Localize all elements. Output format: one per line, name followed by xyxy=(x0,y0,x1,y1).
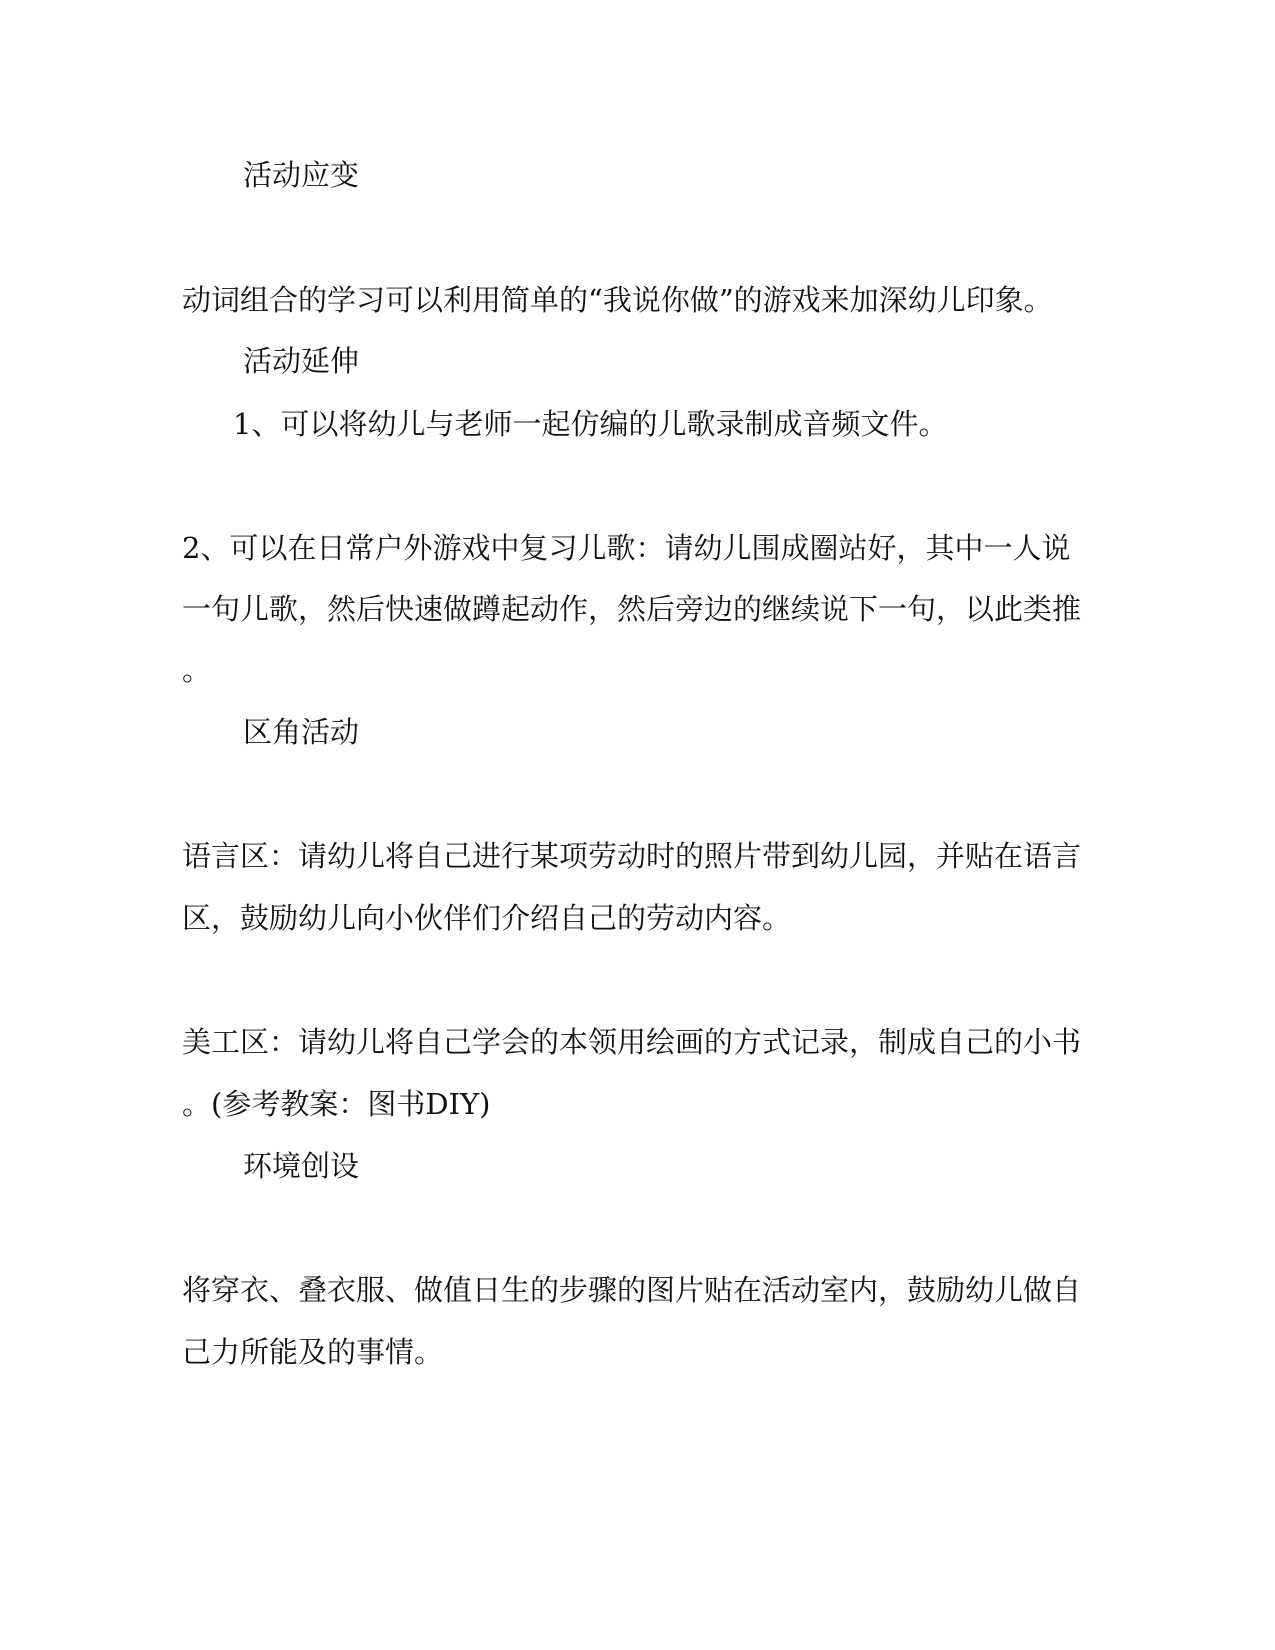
paragraph-line: 语言区：请幼儿将自己进行某项劳动时的照片带到幼儿园，并贴在语言 xyxy=(182,839,1082,873)
section-heading: 活动延伸 xyxy=(243,344,360,378)
paragraph-line: 。 xyxy=(182,653,212,687)
section-heading: 环境创设 xyxy=(243,1149,360,1183)
paragraph-line: 一句儿歌，然后快速做蹲起动作，然后旁边的继续说下一句，以此类推 xyxy=(182,592,1082,626)
paragraph-line: 。(参考教案：图书DIY) xyxy=(182,1087,491,1121)
section-heading: 活动应变 xyxy=(243,158,360,192)
paragraph-line: 将穿衣、叠衣服、做值日生的步骤的图片贴在活动室内，鼓励幼儿做自 xyxy=(182,1273,1082,1307)
paragraph-line: 美工区：请幼儿将自己学会的本领用绘画的方式记录，制成自己的小书 xyxy=(182,1025,1082,1059)
paragraph-line: 己力所能及的事情。 xyxy=(182,1335,444,1369)
paragraph-line: 2、可以在日常户外游戏中复习儿歌：请幼儿围成圈站好，其中一人说 xyxy=(182,531,1071,565)
paragraph-line: 区，鼓励幼儿向小伙伴们介绍自己的劳动内容。 xyxy=(182,901,792,935)
list-item: 1、可以将幼儿与老师一起仿编的儿歌录制成音频文件。 xyxy=(233,407,948,441)
paragraph-line: 动词组合的学习可以利用简单的“我说你做”的游戏来加深幼儿印象。 xyxy=(182,283,1053,317)
section-heading: 区角活动 xyxy=(243,715,360,749)
